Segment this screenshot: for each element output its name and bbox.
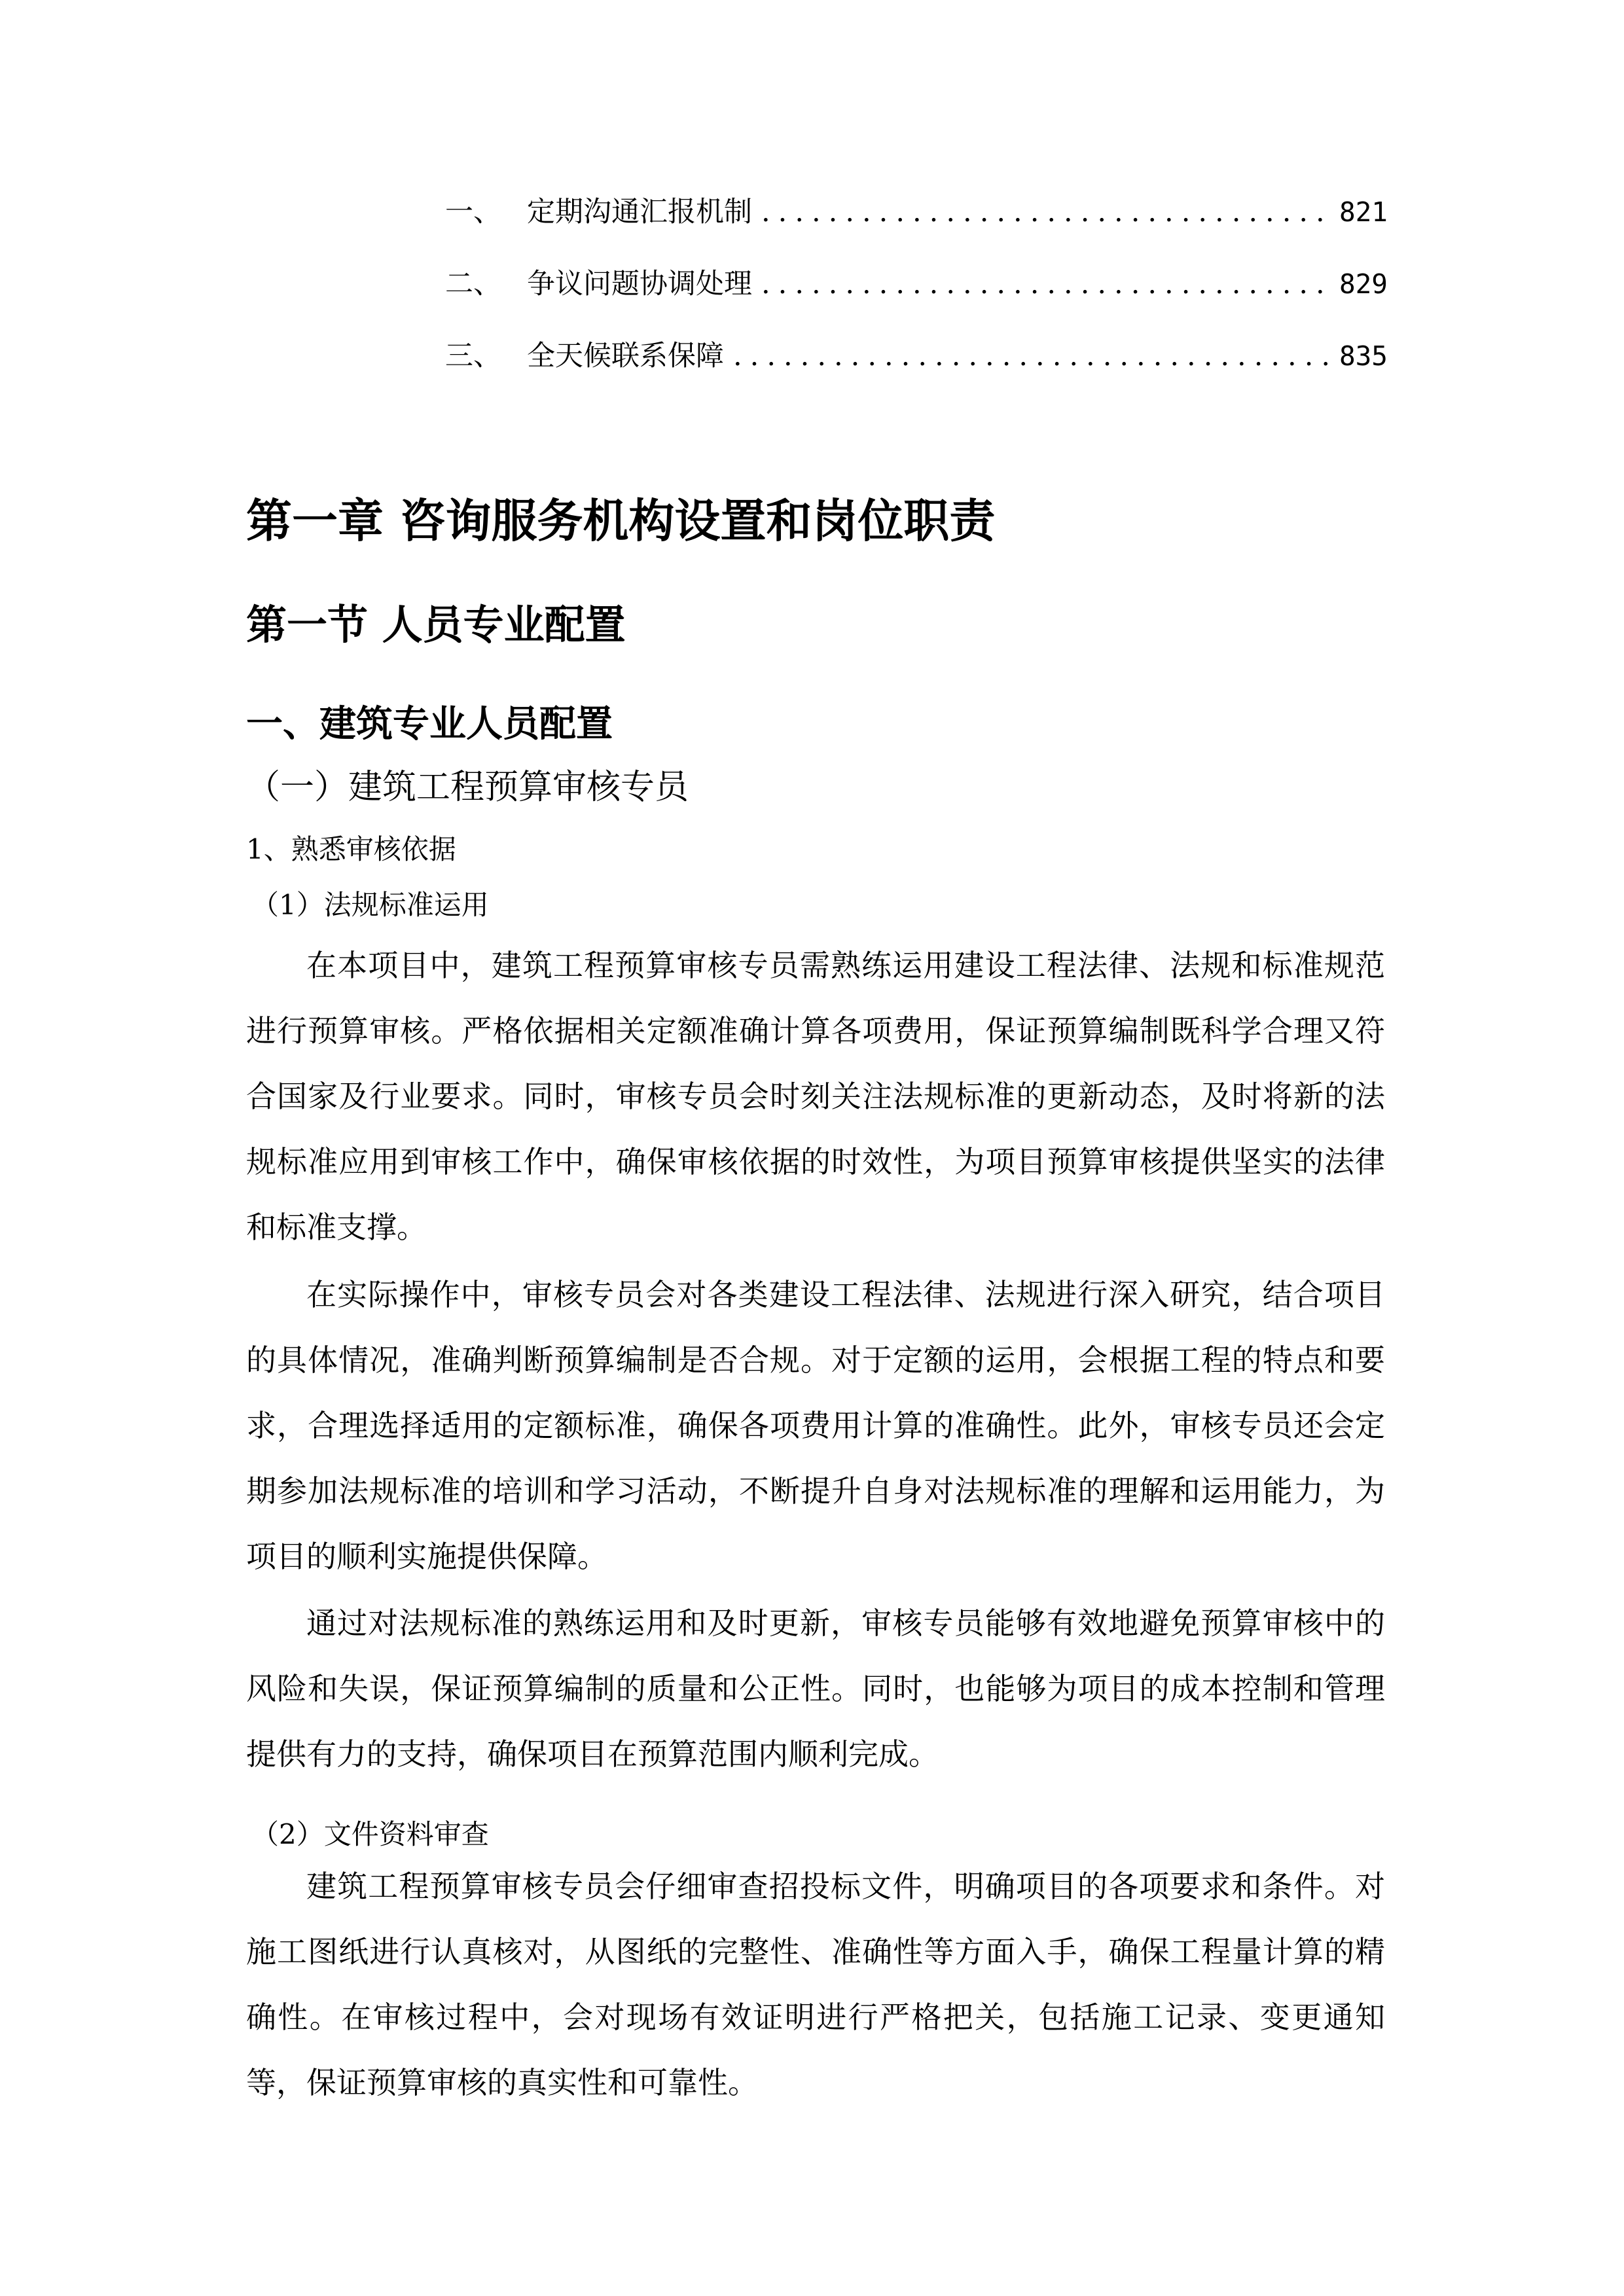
subsection-heading: 一、建筑专业人员配置 [246, 703, 613, 745]
toc-entry-number: 二、 [445, 268, 501, 300]
section-heading: 第一节 人员专业配置 [246, 601, 626, 649]
toc-entry[interactable] [445, 262, 1388, 334]
sub-point-heading: （1）法规标准运用 [251, 889, 489, 921]
body-paragraph: 通过对法规标准的熟练运用和及时更新，审核专员能够有效地避免预算审核中的风险和失误，保证预算编制的质量和公正性。同时，也能够为项目的成本控制和管理提供有力的支持，确保项目在预算范围内顺利完成。 [246, 1605, 1385, 1772]
toc-leader-dots [761, 196, 1330, 228]
item-heading: （一）建筑工程预算审核专员 [246, 768, 689, 807]
toc-entry-number: 一、 [445, 196, 501, 228]
sub-point-heading: （2）文件资料审查 [251, 1818, 489, 1850]
toc-entry-page: 829 [1339, 268, 1388, 300]
body-paragraph: 在本项目中，建筑工程预算审核专员需熟练运用建设工程法律、法规和标准规范进行预算审核。严格依据相关定额准确计算各项费用，保证预算编制既科学合理又符合国家及行业要求。同时，审核专员会时刻关注法规标准的更新动态，及时将新的法规标准应用到审核工作中，确保审核依据的时效性，为项目预算审核提供坚实的法律和标准支撑。 [246, 948, 1385, 1245]
body-paragraph: 建筑工程预算审核专员会仔细审查招投标文件，明确项目的各项要求和条件。对施工图纸进行认真核对，从图纸的完整性、准确性等方面入手，确保工程量计算的精确性。在审核过程中，会对现场有效证明进行严格把关，包括施工记录、变更通知等，保证预算审核的真实性和可靠性。 [246, 1869, 1385, 2100]
toc-entry-page: 835 [1339, 340, 1388, 372]
chapter-heading: 第一章 咨询服务机构设置和岗位职责 [246, 494, 996, 548]
toc-entry[interactable] [445, 190, 1388, 262]
table-of-contents [445, 190, 1388, 406]
point-heading: 1、熟悉审核依据 [246, 833, 456, 865]
toc-leader-dots [761, 268, 1330, 300]
toc-entry-number: 三、 [445, 340, 501, 372]
toc-entry-title: 全天候联系保障 [527, 340, 724, 372]
toc-leader-dots [733, 340, 1330, 372]
body-paragraph: 在实际操作中，审核专员会对各类建设工程法律、法规进行深入研究，结合项目的具体情况，准确判断预算编制是否合规。对于定额的运用，会根据工程的特点和要求，合理选择适用的定额标准，确保各项费用计算的准确性。此外，审核专员还会定期参加法规标准的培训和学习活动，不断提升自身对法规标准的理解和运用能力，为项目的顺利实施提供保障。 [246, 1277, 1385, 1574]
toc-entry-page: 821 [1339, 196, 1388, 228]
toc-entry[interactable] [445, 334, 1388, 406]
toc-entry-title: 争议问题协调处理 [527, 268, 752, 300]
toc-entry-title: 定期沟通汇报机制 [527, 196, 752, 228]
